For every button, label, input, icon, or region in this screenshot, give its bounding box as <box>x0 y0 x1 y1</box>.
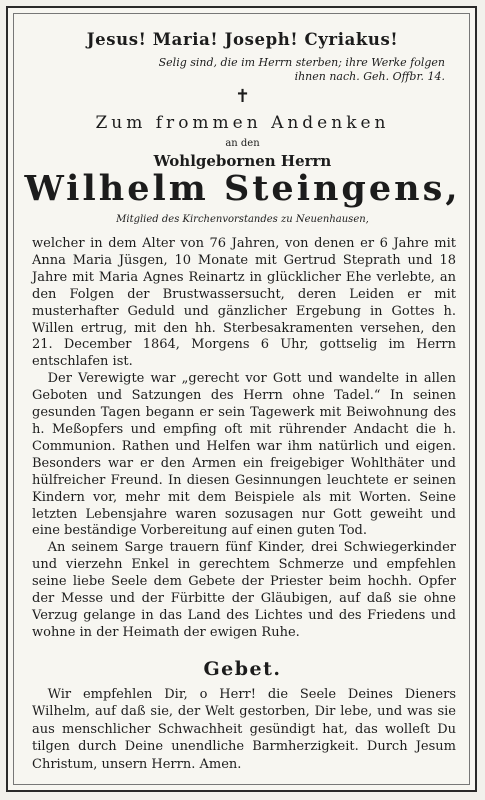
honorific: Wohlgebornen Herrn <box>153 152 332 170</box>
membership-line: Mitglied des Kirchenvorstandes zu Neuenhausen, <box>116 214 369 225</box>
deceased-name: Wilhelm Steingens, <box>24 168 461 209</box>
motto-text: Selig sind, die im Herrn sterben; ihre Werke folgen ihnen nach. <box>158 56 445 83</box>
memory-line: Zum frommen Andenken <box>95 113 390 133</box>
biography <box>32 236 456 642</box>
prayer-title: Gebet. <box>203 658 282 680</box>
bible-motto <box>150 56 445 84</box>
paragraph-mourners: An seinem Sarge trauern fünf Kinder, drei Schwiegerkinder und vierzehn Enkel in gerechtem Schmerze und empfehlen seine liebe Seele dem Gebete der Priester beim hochh. Opfer der Messe und der Fürbitte der Gläubigen, auf daß sie ohne Verzug gelange in das Land des Lichtes und des Friedens und wohne in der Heimath der ewigen Ruhe. <box>32 540 456 640</box>
prayer-text: Wir empfehlen Dir, o Herr! die Seele Deines Dieners Wilhelm, auf daß sie, der Welt gestorben, Dir lebe, und was sie aus menschlicher Schwachheit gesündigt hat, das wolleſt Du tilgen durch Deine unendliche Barmherzigkeit. Durch Jesum Christum, unsern Herrn. Amen. <box>32 687 456 772</box>
paragraph-death-notice: welcher in dem Alter von 76 Jahren, von denen er 6 Jahre mit Anna Maria Jüsgen, 10 Monate mit Gertrud Steprath und 18 Jahre mit Maria Agnes Reinartz in glücklicher Ehe verlebte, an den Folgen der Brustwassersucht, deren Leiden er mit musterhafter Geduld und gänzlicher Ergebung in Gottes h. Willen ertrug, mit den hh. Sterbesakramenten versehen, den 21. December 1864, Morgens 6 Uhr, gottselig im Herrn entschlafen ist. <box>32 236 456 370</box>
an-den-line: an den <box>225 138 260 149</box>
cross-icon: ✝ <box>234 86 251 107</box>
paragraph-character: Der Verewigte war „gerecht vor Gott und wandelte in allen Geboten und Satzungen des Herrn ohne Tadel.“ In seinen gesunden Tagen begann er sein Tagewerk mit Beiwohnung des h. Meßopfers und empfing oft mit rührender Andacht die h. Communion. Rathen und Helfen war ihm natürlich und eigen. Besonders war er den Armen ein freigebiger Wohlthäter und hülfreicher Freund. In diesen Gesinnungen leuchtete er seinen Kindern vor, mehr mit dem Beispiele als mit Worten. Seine letzten Lebensjahre waren sozusagen nur Gott geweiht und eine beständige Vorbereitung auf einen guten Tod. <box>32 371 456 539</box>
header-invocation: Jesus! Maria! Joseph! Cyriakus! <box>86 30 399 49</box>
motto-reference: Geh. Offbr. 14. <box>363 70 445 83</box>
